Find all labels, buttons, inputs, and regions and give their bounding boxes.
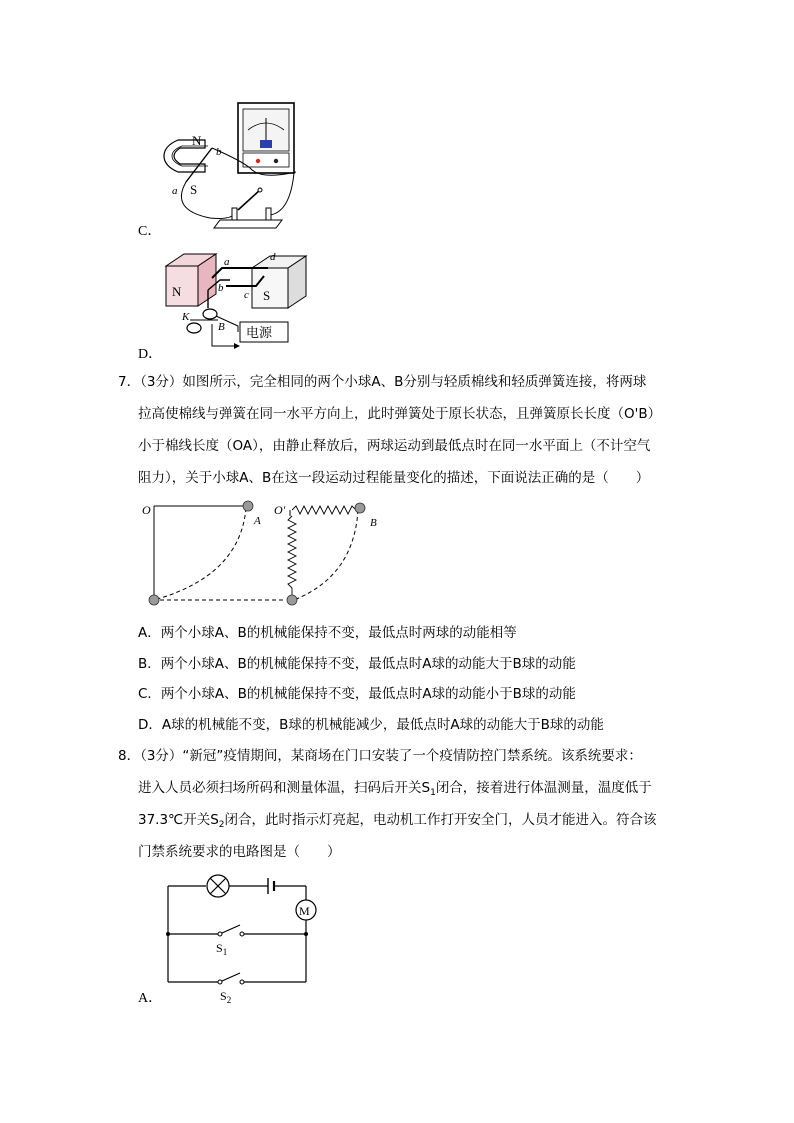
figure-d-wire-a: a — [224, 256, 230, 268]
q8-line-4: 门禁系统要求的电路图是（ ） — [138, 844, 341, 860]
figure-c-diagram — [150, 100, 310, 240]
q8-s1-letter: S — [216, 941, 223, 955]
figure-d-pole-n: N — [172, 284, 182, 299]
q7-figure — [138, 496, 398, 614]
q8-line-3-post: 闭合，此时指示灯亮起，电动机工作打开安全门，人员才能进入。符合该 — [224, 812, 657, 828]
q8-line-3 — [138, 812, 657, 833]
figure-c — [150, 100, 310, 240]
q7-label-a: A — [254, 515, 261, 527]
q8-s1-label — [216, 941, 227, 957]
q8-line-2-sub: 1 — [430, 788, 436, 798]
q8-s2-sub: 2 — [226, 995, 232, 1004]
q7-option-d[interactable]: D．A球的机械能不变，B球的机械能减少，最低点时A球的动能大于B球的动能 — [138, 717, 604, 733]
q7-label-o-prime: O' — [274, 503, 286, 517]
q8-line-1: 8．（3分）“新冠”疫情期间，某商场在门口安装了一个疫情防控门禁系统。该系统要求： — [118, 748, 642, 764]
q8-s2-letter: S — [220, 989, 227, 1003]
figure-c-wire-b: b — [216, 146, 222, 158]
q8-line-3-pre: 37.3℃开关S — [138, 812, 219, 828]
q8-line-2-post: 闭合，接着进行体温测量，温度低于 — [435, 780, 652, 796]
figure-d-power: 电源 — [246, 325, 273, 340]
figure-d-wire-c: c — [244, 289, 249, 301]
q7-option-b[interactable]: B．两个小球A、B的机械能保持不变，最低点时A球的动能大于B球的动能 — [138, 656, 576, 672]
q8-s1-sub: 1 — [222, 947, 228, 957]
q7-option-c[interactable]: C．两个小球A、B的机械能保持不变，最低点时A球的动能小于B球的动能 — [138, 686, 576, 702]
q8-line-3-sub: 2 — [218, 820, 225, 830]
figure-d — [160, 248, 320, 353]
figure-d-diagram — [160, 248, 320, 353]
q7-line-3: 小于棉线长度（OA），由静止释放后，两球运动到最低点时在同一水平面上（不计空气 — [138, 438, 651, 454]
q7-line-4: 阻力），关于小球A、B在这一段运动过程能量变化的描述，下面说法正确的是（ ） — [138, 470, 650, 486]
figure-d-wire-d: d — [270, 251, 276, 263]
q7-line-2: 拉高使棉线与弹簧在同一水平方向上，此时弹簧处于原长状态，且弹簧原长长度（O'B） — [138, 406, 662, 422]
figure-d-pole-s: S — [263, 288, 271, 303]
q7-figure-diagram — [138, 496, 398, 614]
figure-c-pole-s: S — [190, 182, 198, 197]
q8-line-2-pre: 进入人员必须扫场所码和测量体温，扫码后开关S — [138, 780, 431, 796]
q8-figure-a — [160, 870, 330, 1004]
q7-label-b: B — [370, 517, 377, 529]
q7-label-o: O — [142, 503, 151, 517]
figure-d-point-b: B — [218, 321, 225, 333]
figure-c-pole-n: N — [192, 133, 202, 148]
q8-figure-a-diagram — [160, 870, 330, 1004]
q8-line-2 — [138, 780, 652, 801]
figure-c-label: C． — [138, 224, 162, 239]
q7-option-a[interactable]: A．两个小球A、B的机械能保持不变，最低点时两球的动能相等 — [138, 625, 517, 641]
figure-d-switch-k: K — [182, 311, 190, 323]
q8-figure-a-label[interactable]: A． — [138, 991, 163, 1006]
q8-s2-label — [220, 989, 231, 1004]
figure-d-label: D． — [138, 347, 163, 362]
q8-motor-label: M — [299, 904, 310, 918]
figure-c-wire-a: a — [172, 185, 178, 197]
figure-d-wire-b: b — [218, 282, 224, 294]
q7-line-1: 7．（3分）如图所示，完全相同的两个小球A、B分别与轻质棉线和轻质弹簧连接，将两球 — [118, 374, 647, 390]
